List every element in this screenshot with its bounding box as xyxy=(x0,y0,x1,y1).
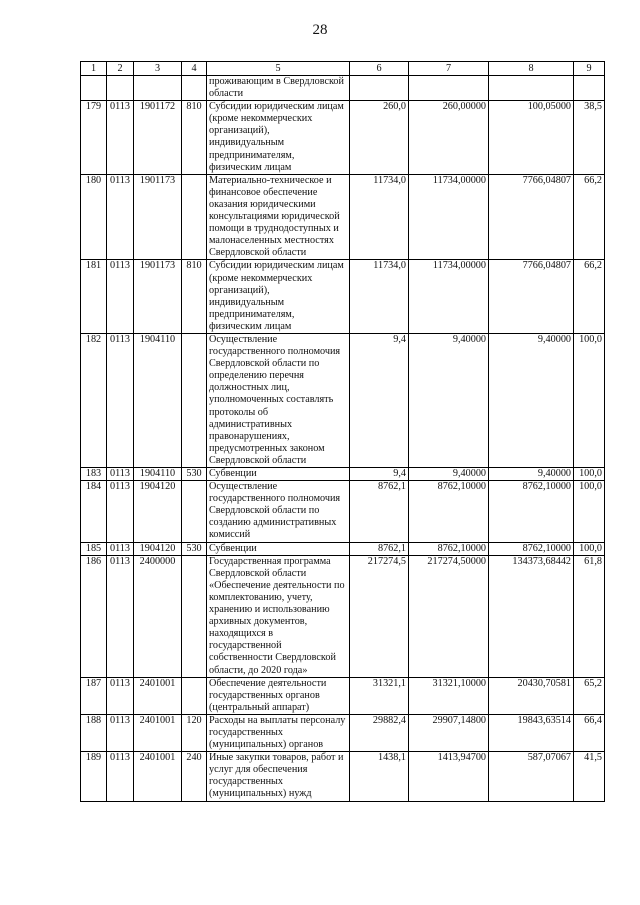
executed-amount-cell: 7766,04807 xyxy=(489,260,574,334)
execution-percent-cell: 41,5 xyxy=(574,752,605,801)
row-number-cell: 181 xyxy=(81,260,107,334)
execution-percent-cell: 66,4 xyxy=(574,714,605,751)
target-code-cell: 1901172 xyxy=(134,101,182,175)
item-name-cell: Иные закупки товаров, работ и услуг для обеспечения государственных (муниципальных) нужд xyxy=(207,752,350,801)
executed-amount-cell: 8762,10000 xyxy=(489,542,574,555)
table-row xyxy=(81,468,605,481)
section-code-cell: 0113 xyxy=(107,468,134,481)
item-name-cell: Субсидии юридическим лицам (кроме некоммерческих организаций), индивидуальным предпринимателям, физическим лицам xyxy=(207,101,350,175)
refined-amount-cell: 260,00000 xyxy=(409,101,489,175)
page-number: 28 xyxy=(312,22,328,38)
expense-type-cell: 530 xyxy=(182,468,207,481)
row-number-cell: 185 xyxy=(81,542,107,555)
expense-type-cell xyxy=(182,333,207,467)
execution-percent-cell: 66,2 xyxy=(574,260,605,334)
refined-amount-cell: 1413,94700 xyxy=(409,752,489,801)
column-header: 4 xyxy=(182,62,207,76)
section-code-cell: 0113 xyxy=(107,333,134,467)
execution-percent-cell: 100,0 xyxy=(574,542,605,555)
target-code-cell: 2401001 xyxy=(134,677,182,714)
row-number-cell: 182 xyxy=(81,333,107,467)
table-row xyxy=(81,76,605,101)
executed-amount-cell: 100,05000 xyxy=(489,101,574,175)
plan-amount-cell: 11734,0 xyxy=(350,174,409,260)
table-row xyxy=(81,677,605,714)
table-row xyxy=(81,555,605,677)
plan-amount-cell: 11734,0 xyxy=(350,260,409,334)
section-code-cell: 0113 xyxy=(107,174,134,260)
execution-percent-cell xyxy=(574,76,605,101)
plan-amount-cell: 8762,1 xyxy=(350,542,409,555)
column-header: 8 xyxy=(489,62,574,76)
refined-amount-cell: 9,40000 xyxy=(409,468,489,481)
target-code-cell: 2400000 xyxy=(134,555,182,677)
item-name-cell: Субвенции xyxy=(207,468,350,481)
row-number-cell xyxy=(81,76,107,101)
column-header: 9 xyxy=(574,62,605,76)
refined-amount-cell: 11734,00000 xyxy=(409,174,489,260)
table-row xyxy=(81,542,605,555)
execution-percent-cell: 100,0 xyxy=(574,333,605,467)
execution-percent-cell: 100,0 xyxy=(574,468,605,481)
table-row xyxy=(81,714,605,751)
section-code-cell: 0113 xyxy=(107,752,134,801)
execution-percent-cell: 66,2 xyxy=(574,174,605,260)
table-row xyxy=(81,333,605,467)
execution-percent-cell: 38,5 xyxy=(574,101,605,175)
expense-type-cell: 530 xyxy=(182,542,207,555)
column-header: 2 xyxy=(107,62,134,76)
section-code-cell: 0113 xyxy=(107,260,134,334)
item-name-cell: Осуществление государственного полномочия Свердловской области по созданию административных комиссий xyxy=(207,481,350,542)
section-code-cell xyxy=(107,76,134,101)
section-code-cell: 0113 xyxy=(107,542,134,555)
target-code-cell: 1904120 xyxy=(134,542,182,555)
row-number-cell: 188 xyxy=(81,714,107,751)
executed-amount-cell xyxy=(489,76,574,101)
row-number-cell: 189 xyxy=(81,752,107,801)
refined-amount-cell: 31321,10000 xyxy=(409,677,489,714)
budget-table xyxy=(80,61,605,802)
plan-amount-cell: 31321,1 xyxy=(350,677,409,714)
table-row xyxy=(81,752,605,801)
plan-amount-cell: 217274,5 xyxy=(350,555,409,677)
column-header: 6 xyxy=(350,62,409,76)
column-header: 7 xyxy=(409,62,489,76)
target-code-cell: 1904110 xyxy=(134,468,182,481)
plan-amount-cell: 260,0 xyxy=(350,101,409,175)
executed-amount-cell: 9,40000 xyxy=(489,333,574,467)
table-header-row xyxy=(81,62,605,76)
section-code-cell: 0113 xyxy=(107,555,134,677)
row-number-cell: 186 xyxy=(81,555,107,677)
expense-type-cell: 240 xyxy=(182,752,207,801)
table-row xyxy=(81,101,605,175)
refined-amount-cell: 9,40000 xyxy=(409,333,489,467)
plan-amount-cell: 1438,1 xyxy=(350,752,409,801)
expense-type-cell xyxy=(182,677,207,714)
plan-amount-cell: 9,4 xyxy=(350,468,409,481)
item-name-cell: Субвенции xyxy=(207,542,350,555)
plan-amount-cell xyxy=(350,76,409,101)
refined-amount-cell xyxy=(409,76,489,101)
row-number-cell: 187 xyxy=(81,677,107,714)
table-row xyxy=(81,481,605,542)
executed-amount-cell: 134373,68442 xyxy=(489,555,574,677)
execution-percent-cell: 61,8 xyxy=(574,555,605,677)
executed-amount-cell: 8762,10000 xyxy=(489,481,574,542)
item-name-cell: Расходы на выплаты персоналу государственных (муниципальных) органов xyxy=(207,714,350,751)
plan-amount-cell: 8762,1 xyxy=(350,481,409,542)
target-code-cell: 1904120 xyxy=(134,481,182,542)
section-code-cell: 0113 xyxy=(107,481,134,542)
row-number-cell: 183 xyxy=(81,468,107,481)
refined-amount-cell: 11734,00000 xyxy=(409,260,489,334)
section-code-cell: 0113 xyxy=(107,677,134,714)
column-header: 5 xyxy=(207,62,350,76)
item-name-cell: Обеспечение деятельности государственных органов (центральный аппарат) xyxy=(207,677,350,714)
row-number-cell: 179 xyxy=(81,101,107,175)
target-code-cell: 1904110 xyxy=(134,333,182,467)
executed-amount-cell: 20430,70581 xyxy=(489,677,574,714)
section-code-cell: 0113 xyxy=(107,714,134,751)
executed-amount-cell: 19843,63514 xyxy=(489,714,574,751)
refined-amount-cell: 8762,10000 xyxy=(409,542,489,555)
target-code-cell: 1901173 xyxy=(134,174,182,260)
plan-amount-cell: 9,4 xyxy=(350,333,409,467)
item-name-cell: Субсидии юридическим лицам (кроме некоммерческих организаций), индивидуальным предпринимателям, физическим лицам xyxy=(207,260,350,334)
target-code-cell: 2401001 xyxy=(134,714,182,751)
table-body xyxy=(81,76,605,802)
target-code-cell xyxy=(134,76,182,101)
item-name-cell: Государственная программа Свердловской области «Обеспечение деятельности по комплектованию, учету, хранению и использованию архивных документов, находящихся в государственной собственности Свердловской области, до 2020 года» xyxy=(207,555,350,677)
item-name-cell: Материально-техническое и финансовое обеспечение оказания юридическими консультациями юридической помощи в труднодоступных и малонаселенных местностях Свердловской области xyxy=(207,174,350,260)
row-number-cell: 180 xyxy=(81,174,107,260)
expense-type-cell xyxy=(182,555,207,677)
executed-amount-cell: 587,07067 xyxy=(489,752,574,801)
table-row xyxy=(81,174,605,260)
expense-type-cell xyxy=(182,481,207,542)
executed-amount-cell: 9,40000 xyxy=(489,468,574,481)
column-header: 1 xyxy=(81,62,107,76)
refined-amount-cell: 217274,50000 xyxy=(409,555,489,677)
section-code-cell: 0113 xyxy=(107,101,134,175)
expense-type-cell: 810 xyxy=(182,260,207,334)
item-name-cell: Осуществление государственного полномочия Свердловской области по определению перечня должностных лиц, уполномоченных составлять протоколы об административных правонарушениях, предусмотренных законом Свердловской области xyxy=(207,333,350,467)
expense-type-cell: 120 xyxy=(182,714,207,751)
table-row xyxy=(81,260,605,334)
plan-amount-cell: 29882,4 xyxy=(350,714,409,751)
executed-amount-cell: 7766,04807 xyxy=(489,174,574,260)
execution-percent-cell: 100,0 xyxy=(574,481,605,542)
refined-amount-cell: 8762,10000 xyxy=(409,481,489,542)
target-code-cell: 1901173 xyxy=(134,260,182,334)
column-header: 3 xyxy=(134,62,182,76)
execution-percent-cell: 65,2 xyxy=(574,677,605,714)
row-number-cell: 184 xyxy=(81,481,107,542)
expense-type-cell: 810 xyxy=(182,101,207,175)
target-code-cell: 2401001 xyxy=(134,752,182,801)
expense-type-cell xyxy=(182,174,207,260)
refined-amount-cell: 29907,14800 xyxy=(409,714,489,751)
item-name-cell: проживающим в Свердловской области xyxy=(207,76,350,101)
expense-type-cell xyxy=(182,76,207,101)
